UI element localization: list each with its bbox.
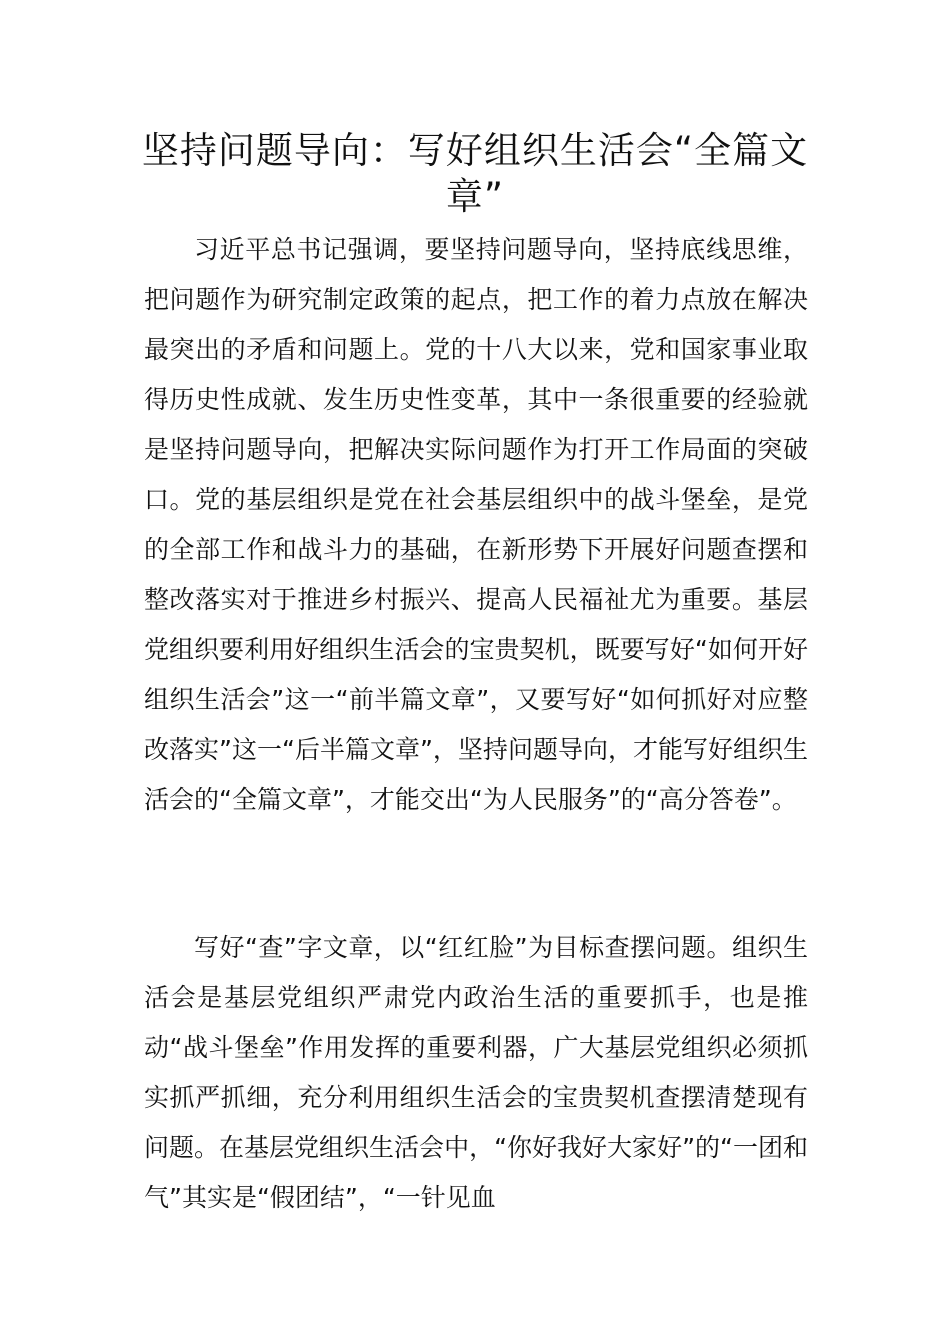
paragraph-intro: 习近平总书记强调，要坚持问题导向，坚持底线思维，把问题作为研究制定政策的起点，把工作的着力点放在解决最突出的矛盾和问题上。党的十八大以来，党和国家事业取得历史性成就、发生历史性变革，其中一条很重要的经验就是坚持问题导向，把解决实际问题作为打开工作局面的突破口。党的基层组织是党在社会基层组织中的战斗堡垒，是党的全部工作和战斗力的基础，在新形势下开展好问题查摆和整改落实对于推进乡村振兴、提高人民福祉尤为重要。基层党组织要利用好组织生活会的宝贵契机，既要写好“如何开好组织生活会”这一“前半篇文章”，又要写好“如何抓好对应整改落实”这一“后半篇文章”，坚持问题导向，才能写好组织生活会的“全篇文章”，才能交出“为人民服务”的“高分答卷”。	[144, 235, 808, 814]
paragraph-section-one: 写好“查”字文章，以“红红脸”为目标查摆问题。组织生活会是基层党组织严肃党内政治生活的重要抓手，也是推动“战斗堡垒”作用发挥的重要利器，广大基层党组织必须抓实抓严抓细，充分利用组织生活会的宝贵契机查摆清楚现有问题。在基层党组织生活会中，“你好我好大家好”的“一团和气”其实是“假团结”，“一针见血	[144, 933, 808, 1212]
document-title: 坚持问题导向：写好组织生活会“全篇文章”	[141, 129, 809, 218]
